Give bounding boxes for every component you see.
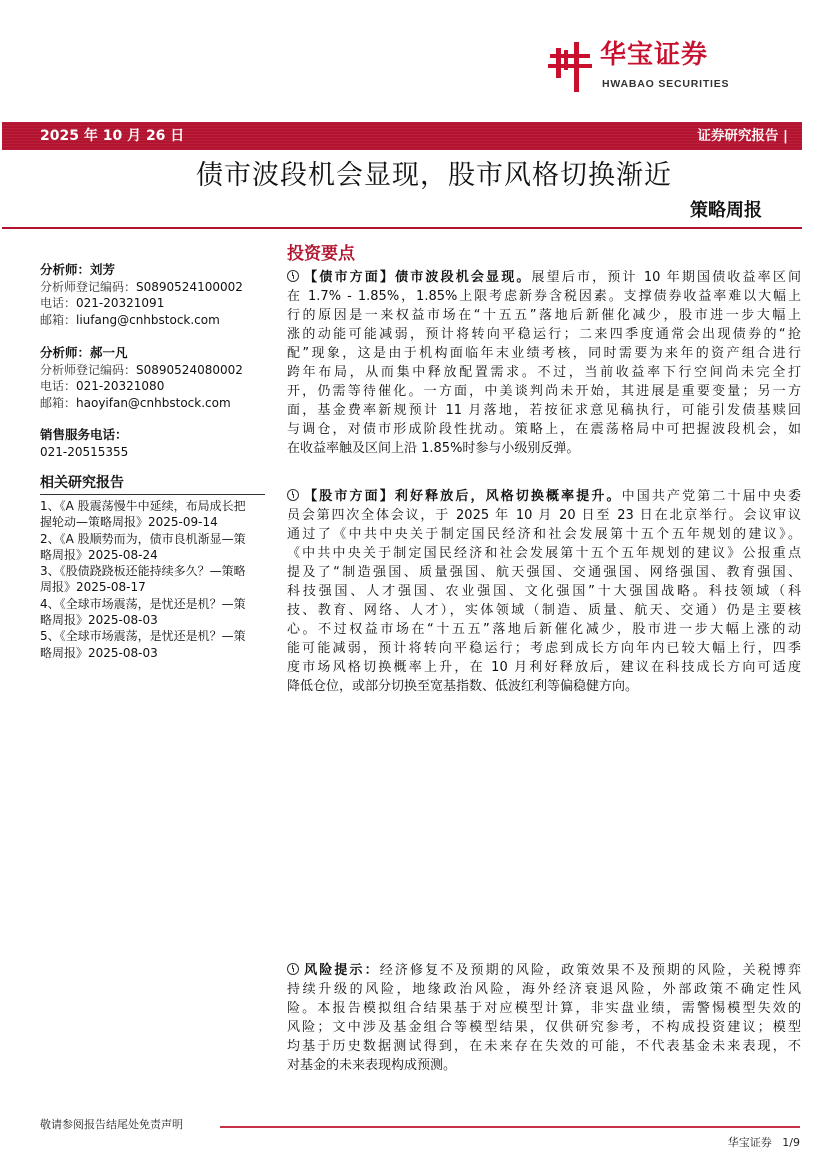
analyst-code: S0890524080002 bbox=[136, 362, 243, 377]
footer-divider bbox=[220, 1126, 800, 1128]
related-report-item[interactable]: 2、《A 股顺势而为，债市良机渐显—策 略周报》2025-08-24 bbox=[40, 531, 246, 562]
paragraph-line: 跨年布局，从而集中释放配置需求。不过，当前收益率下行空间尚未完全打 bbox=[287, 365, 801, 380]
paragraph-line: 配”现象，这是由于机构面临年末业绩考核，同时需要为来年的资产组合进行 bbox=[287, 346, 801, 361]
analyst-phone: 021-20321091 bbox=[76, 296, 165, 310]
analyst-heading: 分析师：郝一凡 bbox=[40, 345, 128, 360]
paragraph-line: 技、教育、网络、人才），实体领域（制造、质量、航天、交通）仍是主要核 bbox=[287, 603, 801, 618]
sales-phone: 021-20515355 bbox=[40, 444, 129, 459]
phone-label: 电话： bbox=[40, 379, 77, 393]
bond-paragraph bbox=[287, 268, 801, 458]
paragraph-line: 面，基金费率新规预计 11 月落地，若按征求意见稿执行，可能引发债基赎回 bbox=[287, 403, 801, 418]
analyst-phone: 021-20321080 bbox=[76, 379, 165, 393]
footer-brand: 华宝证券 bbox=[727, 1136, 772, 1149]
analyst-2 bbox=[40, 345, 265, 411]
paragraph-line: 能可能减弱，预计将转向平稳运行；考虑到成长方向年内已较大幅上行，四季 bbox=[287, 641, 801, 656]
paragraph-line bbox=[287, 487, 801, 506]
company-logo bbox=[548, 40, 788, 96]
section-heading: 投资要点 bbox=[287, 244, 355, 264]
related-report-item[interactable]: 5、《全球市场震荡，是忧还是机？—策 略周报》2025-08-03 bbox=[40, 629, 246, 660]
paragraph-line: 科技强国、人才强国、农业强国、文化强国”十大强国战略。科技领域（科 bbox=[287, 584, 801, 599]
footer-page-info bbox=[728, 1136, 800, 1150]
report-date: 2025 年 10 月 26 日 bbox=[40, 128, 185, 144]
paragraph-lead: 【债市方面】债市波段机会显现。 bbox=[302, 270, 532, 285]
report-type: 证券研究报告 | bbox=[697, 128, 788, 144]
code-label: 分析师登记编码： bbox=[40, 362, 137, 377]
hwabao-logo-icon bbox=[548, 40, 594, 92]
paragraph-line: 均基于历史数据测试得到，在未来存在失效的可能，不代表基金未来表现，不 bbox=[287, 1039, 801, 1054]
page-number: 1/9 bbox=[782, 1136, 800, 1149]
related-report-item[interactable]: 3、《股债跷跷板还能持续多久？—策略 周报》2025-08-17 bbox=[40, 564, 246, 595]
paragraph-line: 员会第四次全体会议，于 2025 年 10 月 20 日至 23 日在北京举行。会议审议 bbox=[287, 508, 801, 523]
related-report-item[interactable]: 4、《全球市场震荡，是忧还是机？—策 略周报》2025-08-03 bbox=[40, 596, 246, 628]
risk-paragraph bbox=[287, 961, 801, 1075]
header-band bbox=[2, 122, 802, 150]
paragraph-text: 展望后市，预计 10 年期国债收益率区间 bbox=[531, 270, 801, 285]
paragraph-line: 提及了“制造强国、质量强国、航天强国、交通强国、网络强国、教育强国、 bbox=[287, 565, 801, 580]
email-label: 邮箱： bbox=[40, 395, 77, 410]
paragraph-line: 度市场风格切换概率上升，在 10 月利好释放后，建议在科技成长方向可适度 bbox=[287, 660, 801, 675]
paragraph-line: 开，仍需等待催化。一方面，中美谈判尚未开始，其进展是重要变量；另一方 bbox=[287, 384, 801, 399]
paragraph-lead: 【股市方面】利好释放后，风格切换概率提升。 bbox=[302, 489, 622, 504]
paragraph-line: 行的原因是一来权益市场在“十五五”落地后新催化减少，股市进一步大幅上 bbox=[287, 308, 801, 323]
code-label: 分析师登记编码： bbox=[40, 279, 137, 294]
paragraph-line: 降低仓位，或部分切换至宽基指数、低波红利等偏稳健方向。 bbox=[287, 679, 639, 694]
logo-text-en: HWABAO SECURITIES bbox=[602, 78, 730, 90]
footer-disclaimer: 敬请参阅报告结尾处免责声明 bbox=[40, 1118, 183, 1131]
analyst-heading: 分析师：刘芳 bbox=[40, 262, 116, 277]
report-title: 债市波段机会显现，股市风格切换渐近 bbox=[196, 160, 672, 191]
paragraph-line: 对基金的未来表现构成预测。 bbox=[287, 1058, 457, 1073]
title-divider bbox=[2, 227, 802, 229]
sales-heading: 销售服务电话： bbox=[40, 427, 128, 442]
paragraph-line: 心。不过权益市场在“十五五”落地后新催化减少，股市进一步大幅上涨的动 bbox=[287, 622, 801, 637]
paragraph-line: 在收益率触及区间上沿 1.85%时参与小级别反弹。 bbox=[287, 441, 580, 456]
email-label: 邮箱： bbox=[40, 312, 77, 327]
paragraph-line: 持续升级的风险，地缘政治风险，海外经济衰退风险，外部政策不确定性风 bbox=[287, 982, 801, 997]
related-reports bbox=[40, 474, 265, 661]
paragraph-line: 在 1.7% - 1.85%，1.85%上限考虑新券含税因素。支撑债券收益率难以大幅上 bbox=[287, 289, 801, 304]
related-report-item[interactable]: 1、《A 股震荡慢牛中延续，布局成长把 握轮动—策略周报》2025-09-14 bbox=[40, 499, 246, 530]
clock-bullet-icon bbox=[287, 489, 299, 501]
paragraph-lead: 风险提示： bbox=[302, 963, 380, 978]
related-reports-title: 相关研究报告 bbox=[40, 474, 265, 495]
equity-paragraph bbox=[287, 487, 801, 696]
sales-contact bbox=[40, 427, 265, 460]
paragraph-line bbox=[287, 961, 801, 980]
analyst-code: S0890524100002 bbox=[136, 279, 243, 294]
paragraph-line: 涨的动能可能减弱，预计将转向平稳运行；二来四季度通常会出现债券的“抢 bbox=[287, 327, 801, 342]
paragraph-line: 通过了《中共中央关于制定国民经济和社会发展第十五个五年规划的建议》。 bbox=[287, 527, 801, 542]
report-subtitle: 策略周报 bbox=[690, 200, 762, 221]
analyst-email[interactable]: haoyifan@cnhbstock.com bbox=[76, 395, 231, 410]
logo-text-cn: 华宝证券 bbox=[600, 40, 709, 70]
phone-label: 电话： bbox=[40, 296, 77, 310]
clock-bullet-icon bbox=[287, 963, 299, 975]
paragraph-line: 险。本报告模拟组合结果基于对应模型计算，非实盘业绩，需警惕模型失效的 bbox=[287, 1001, 801, 1016]
paragraph-line bbox=[287, 268, 801, 287]
paragraph-line: 风险；文中涉及基金组合等模型结果，仅供研究参考，不构成投资建议；模型 bbox=[287, 1020, 801, 1035]
analyst-email[interactable]: liufang@cnhbstock.com bbox=[76, 312, 220, 327]
paragraph-line: 与调仓，对债市形成阶段性扰动。策略上，在震荡格局中可把握波段机会，如 bbox=[287, 422, 801, 437]
clock-bullet-icon bbox=[287, 270, 299, 282]
paragraph-text: 经济修复不及预期的风险，政策效果不及预期的风险，关税博弈 bbox=[379, 963, 801, 978]
analyst-1 bbox=[40, 262, 265, 328]
paragraph-line: 《中共中央关于制定国民经济和社会发展第十五个五年规划的建议》公报重点 bbox=[287, 546, 801, 561]
paragraph-text: 中国共产党第二十届中央委 bbox=[621, 489, 801, 504]
